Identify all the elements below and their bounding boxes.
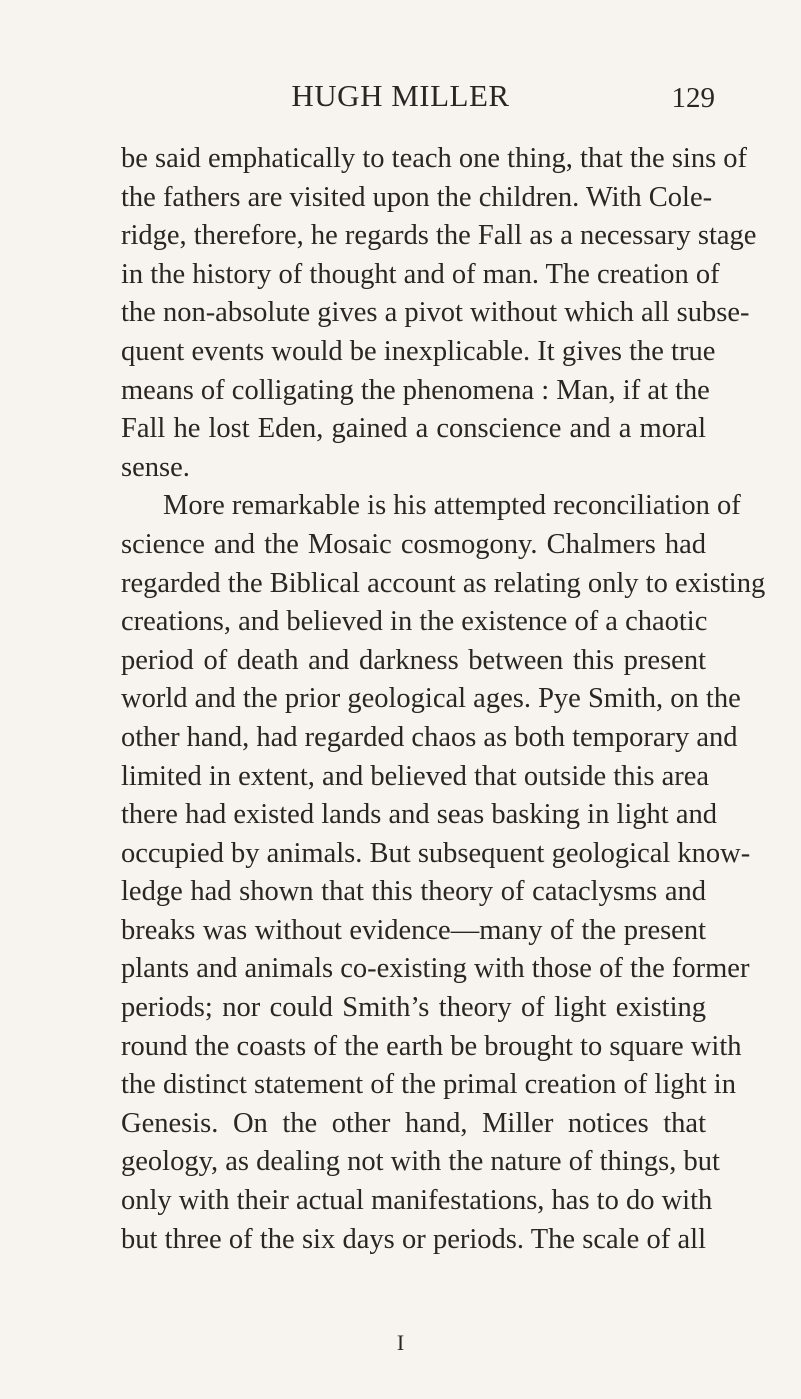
text-line: means of colligating the phenomena : Man, if at the xyxy=(121,374,710,406)
text-line: occupied by animals. But subsequent geological know- xyxy=(121,837,751,869)
text-line: creations, and believed in the existence of a chaotic xyxy=(121,606,708,638)
text-line: sense. xyxy=(121,451,190,483)
text-line: breaks was without evidence—many of the present xyxy=(121,914,706,946)
text-line: Fall he lost Eden, gained a conscience and a moral xyxy=(121,413,706,445)
text-line: quent events would be inexplicable. It gives the true xyxy=(121,335,716,367)
text-line: science and the Mosaic cosmogony. Chalmers had xyxy=(121,528,706,560)
text-line: other hand, had regarded chaos as both temporary and xyxy=(121,721,738,753)
text-line: regarded the Biblical account as relating only to existing xyxy=(121,567,766,599)
text-line: geology, as dealing not with the nature of things, but xyxy=(121,1146,720,1178)
text-line: but three of the six days or periods. The scale of all xyxy=(121,1223,706,1255)
paragraph-first-line: More remarkable is his attempted reconciliation of xyxy=(163,490,741,522)
text-line: period of death and darkness between this present xyxy=(121,644,706,676)
text-line: there had existed lands and seas basking in light and xyxy=(121,799,717,831)
text-line: round the coasts of the earth be brought to square with xyxy=(121,1030,742,1062)
text-line: Genesis. On the other hand, Miller notices that xyxy=(121,1107,706,1139)
signature-mark: I xyxy=(396,1330,405,1355)
text-line: plants and animals co-existing with those of the former xyxy=(121,953,750,985)
text-line: the distinct statement of the primal creation of light in xyxy=(121,1069,736,1101)
text-line: be said emphatically to teach one thing, that the sins of xyxy=(121,143,748,174)
text-line: ledge had shown that this theory of cataclysms and xyxy=(121,876,706,908)
text-line: only with their actual manifestations, has to do with xyxy=(121,1185,713,1217)
page-number: 129 xyxy=(671,82,715,114)
text-line: ridge, therefore, he regards the Fall as a necessary stage xyxy=(121,220,757,252)
body-text xyxy=(121,140,766,1259)
text-line: in the history of thought and of man. The creation of xyxy=(121,258,720,290)
text-line: the non-absolute gives a pivot without which all subse- xyxy=(121,297,750,329)
text-line: world and the prior geological ages. Pye Smith, on the xyxy=(121,683,741,715)
running-head: HUGH MILLER xyxy=(291,78,510,113)
page-header xyxy=(0,78,801,118)
text-line: limited in extent, and believed that outside this area xyxy=(121,760,710,792)
text-line: periods; nor could Smith’s theory of light existing xyxy=(121,992,706,1024)
text-line: the fathers are visited upon the children. With Cole- xyxy=(121,181,713,213)
